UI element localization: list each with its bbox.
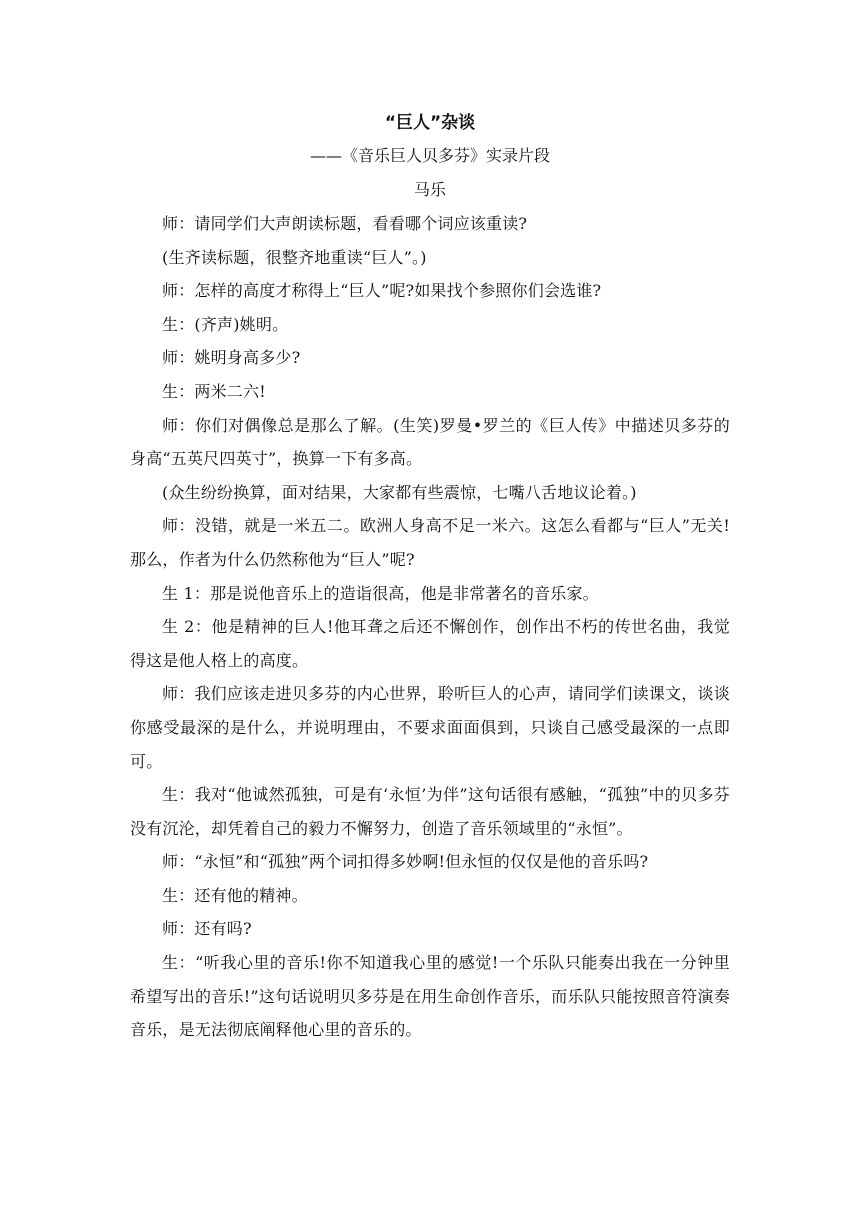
- paragraph-7: 师：你们对偶像总是那么了解。(生笑)罗曼•罗兰的《巨人传》中描述贝多芬的身高“五英尺四英寸”，换算一下有多高。: [130, 415, 730, 469]
- paragraph-14: 师：“永恒”和“孤独”两个词扣得多妙啊!但永恒的仅仅是他的音乐吗?: [162, 852, 649, 872]
- paragraph-8: (众生纷纷换算，面对结果，大家都有些震惊，七嘴八舌地议论着。): [162, 482, 637, 502]
- document-subtitle: ——《音乐巨人贝多芬》实录片段: [309, 146, 550, 165]
- document-body: [130, 207, 730, 1047]
- paragraph-11: 生 2：他是精神的巨人!他耳聋之后还不懈创作，创作出不朽的传世名曲，我觉得这是他人格上的高度。: [130, 617, 730, 670]
- paragraph-10: 生 1：那是说他音乐上的造诣很高，他是非常著名的音乐家。: [162, 583, 599, 603]
- paragraph-15: 生：还有他的精神。: [162, 885, 308, 905]
- paragraph-12: 师：我们应该走进贝多芬的内心世界，聆听巨人的心声，请同学们读课文，谈谈你感受最深的是什么，并说明理由，不要求面面俱到，只谈自己感受最深的一点即可。: [130, 684, 730, 771]
- paragraph-2: (生齐读标题，很整齐地重读“巨人”。): [162, 247, 427, 267]
- paragraph-17: 生：“听我心里的音乐!你不知道我心里的感觉!一个乐队只能奏出我在一分钟里希望写出的音乐!”这句话说明贝多芬是在用生命创作音乐，而乐队只能按照音符演奏音乐，是无法彻底阐释他心里的音乐的。: [130, 953, 730, 1040]
- paragraph-6: 生：两米二六!: [162, 381, 266, 401]
- document-author: 马乐: [413, 180, 446, 199]
- paragraph-16: 师：还有吗?: [162, 919, 252, 939]
- paragraph-5: 师：姚明身高多少?: [162, 348, 301, 368]
- paragraph-4: 生：(齐声)姚明。: [162, 314, 289, 334]
- paragraph-13: 生：我对“他诚然孤独，可是有‘永恒’为伴”这句话很有感触，“孤独”中的贝多芬没有沉沦，却凭着自己的毅力不懈努力，创造了音乐领域里的“永恒”。: [130, 785, 730, 838]
- paragraph-3: 师：怎样的高度才称得上“巨人”呢?如果找个参照你们会选谁?: [162, 281, 602, 301]
- document-title: “巨人”杂谈: [384, 113, 476, 133]
- paragraph-9: 师：没错，就是一米五二。欧洲人身高不足一米六。这怎么看都与“巨人”无关!那么，作者为什么仍然称他为“巨人”呢?: [130, 516, 730, 569]
- paragraph-1: 师：请同学们大声朗读标题，看看哪个词应该重读?: [162, 214, 528, 233]
